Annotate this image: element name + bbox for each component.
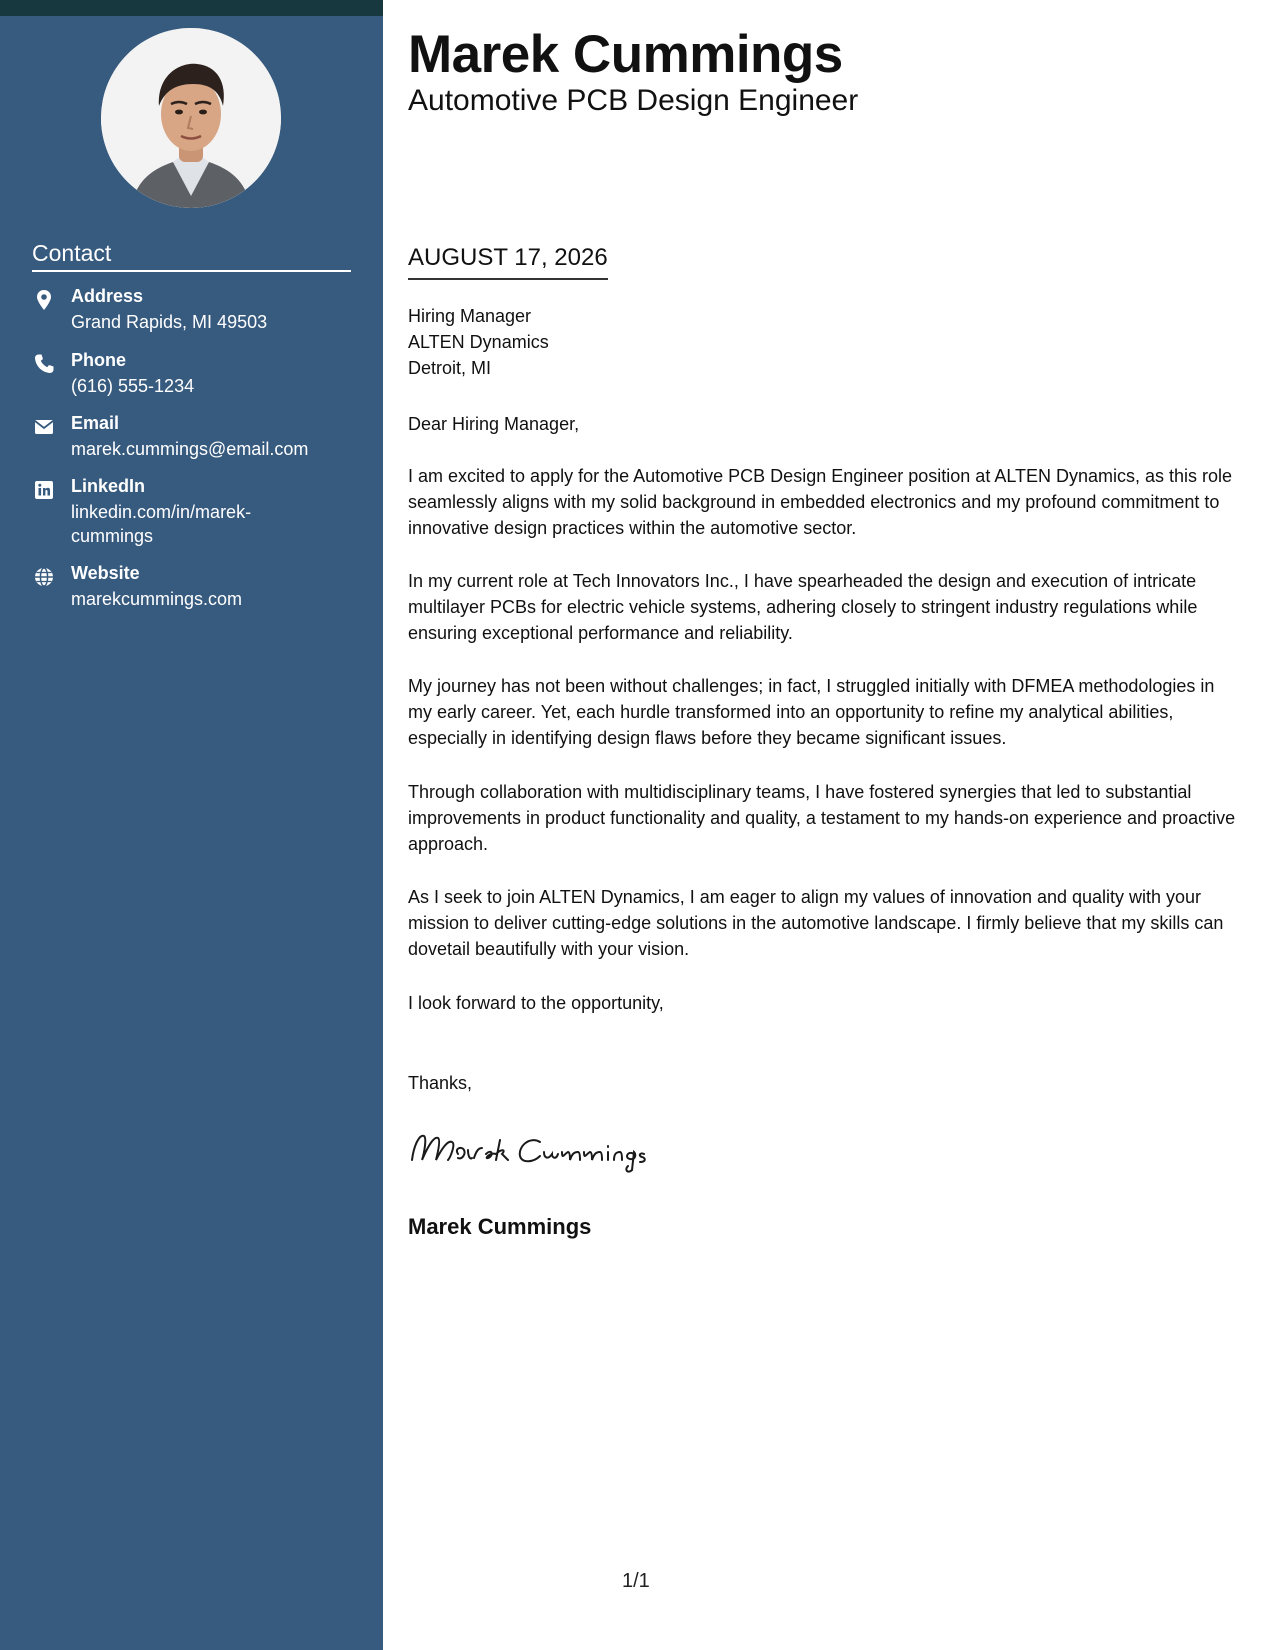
sidebar-top-bar <box>0 0 383 16</box>
linkedin-icon <box>32 478 56 502</box>
letter-paragraph: Through collaboration with multidisciplinary teams, I have fostered synergies that led to substantial improvements in product functionality and quality, a testament to my hands-on experience and proactive approach. <box>408 782 1236 854</box>
letter-paragraph: As I seek to join ALTEN Dynamics, I am eager to align my values of innovation and quality with your mission to deliver cutting-edge solutions in the automotive landscape. I firmly believe that my skills can dovetail beautifully with your vision. <box>408 887 1224 959</box>
letter-paragraph: My journey has not been without challenges; in fact, I struggled initially with DFMEA methodologies in my early career. Yet, each hurdle transformed into an opportunity to refine my analytical abilities, especially in identifying design flaws before they became significant issues. <box>408 676 1215 748</box>
closing-line: I look forward to the opportunity, <box>408 993 664 1013</box>
recipient-block <box>408 303 549 381</box>
letter-date: AUGUST 17, 2026 <box>408 244 608 280</box>
address-label: Address <box>71 286 144 306</box>
linkedin-value[interactable] <box>71 500 361 548</box>
salutation: Dear Hiring Manager, <box>408 414 580 434</box>
linkedin-label: LinkedIn <box>71 476 146 496</box>
recipient-line: Detroit, MI <box>408 358 492 378</box>
address-value: Grand Rapids, MI 49503 <box>71 312 268 332</box>
signed-name: Marek Cummings <box>408 1214 592 1239</box>
location-pin-icon <box>32 288 56 312</box>
phone-label: Phone <box>71 350 127 370</box>
letter-paragraph: In my current role at Tech Innovators Inc., I have spearheaded the design and execution of intricate multilayer PCBs for electric vehicle systems, adhering closely to stringent industry regulations while ensuring exceptional performance and reliability. <box>408 571 1198 643</box>
phone-value: (616) 555-1234 <box>71 376 195 396</box>
website-value[interactable]: marekcummings.com <box>71 589 243 609</box>
recipient-line: Hiring Manager <box>408 306 532 326</box>
linkedin-value-line1: linkedin.com/in/marek- <box>71 502 252 522</box>
page-number: 1/1 <box>622 1570 650 1592</box>
applicant-name: Marek Cummings <box>408 25 843 84</box>
website-label: Website <box>71 563 140 583</box>
envelope-icon <box>32 415 56 439</box>
globe-icon <box>32 565 56 589</box>
phone-icon <box>32 352 56 376</box>
sign-off: Thanks, <box>408 1073 473 1093</box>
handwritten-signature <box>408 1124 668 1174</box>
avatar-illustration <box>101 28 281 208</box>
profile-photo <box>101 28 281 208</box>
recipient-line: ALTEN Dynamics <box>408 332 549 352</box>
contact-heading: Contact <box>32 240 351 272</box>
linkedin-value-line2: cummings <box>71 526 154 546</box>
email-label: Email <box>71 413 120 433</box>
job-title: Automotive PCB Design Engineer <box>408 84 859 117</box>
sidebar <box>0 0 383 1650</box>
letter-paragraph: I am excited to apply for the Automotive PCB Design Engineer position at ALTEN Dynamics, as this role seamlessly aligns with my solid background in embedded electronics and my profound commitment to innovative design practices within the automotive sector. <box>408 466 1233 538</box>
email-value[interactable]: marek.cummings@email.com <box>71 439 309 459</box>
